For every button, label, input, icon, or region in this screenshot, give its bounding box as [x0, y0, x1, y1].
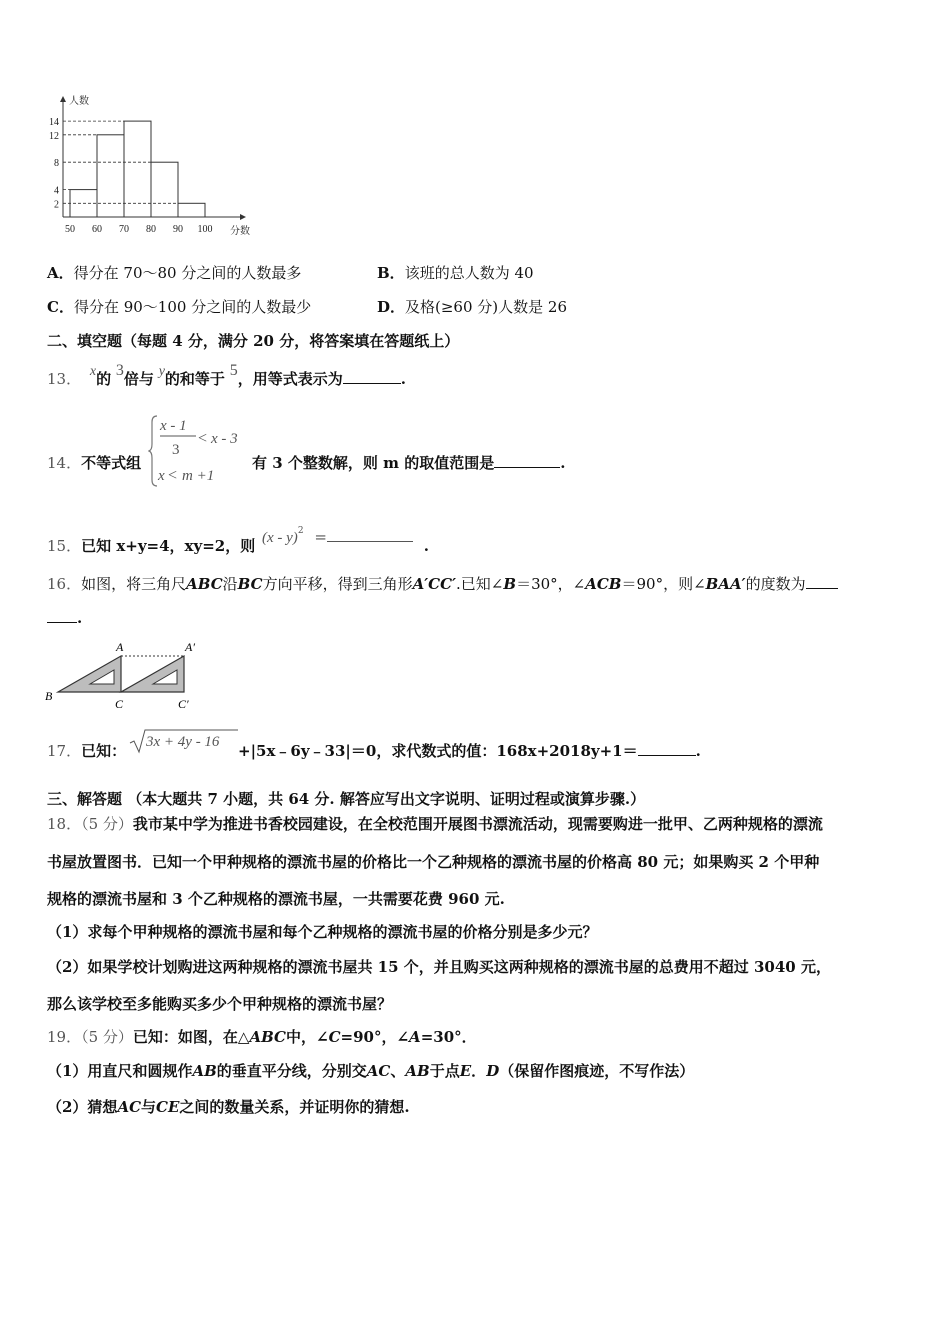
option-a-letter: A． — [47, 264, 74, 282]
x-tick-label: 100 — [197, 224, 213, 235]
q18-score: （5 分） — [81, 815, 133, 833]
q14-tail: 有 3 个整数解，则 m 的取值范围是 — [252, 454, 495, 472]
q14-rhs-1: x - 3 — [211, 431, 238, 447]
q19-c: C — [328, 1028, 341, 1046]
option-d-text: 及格(≥60 分)人数是 26 — [405, 298, 567, 316]
q15-answer-blank[interactable] — [327, 527, 413, 542]
q17-lead: 已知： — [81, 742, 127, 760]
q19-p1-text-d: 于点 — [429, 1062, 460, 1080]
q16-answer-blank-1[interactable] — [806, 574, 838, 589]
q19-p2-text-b: 与 — [141, 1098, 157, 1116]
q13-var-y: y — [158, 364, 165, 379]
q16-number: 16． — [47, 575, 82, 593]
option-d-letter: D． — [377, 298, 406, 316]
option-b — [377, 262, 534, 283]
y-axis-arrow — [60, 96, 66, 102]
question-18 — [47, 813, 823, 834]
q15-number: 15． — [47, 537, 82, 555]
q19-p1-ab: AB — [192, 1062, 217, 1080]
q13-num-3: 3 — [115, 362, 124, 379]
q16-answer-blank-2[interactable] — [47, 608, 77, 623]
q16-text-3: 方向平移，得到三角形 — [262, 575, 413, 593]
option-a-text: 得分在 70～80 分之间的人数最多 — [73, 264, 302, 282]
x-tick-label: 60 — [92, 224, 102, 235]
q19-p2-ac: AC — [117, 1098, 142, 1116]
q16-end: . — [77, 609, 83, 627]
q16-text-4: .已知∠ — [456, 575, 504, 593]
q15-expression: (x - y) — [262, 530, 298, 546]
q14-inequality-system — [148, 412, 258, 490]
histogram-bar — [97, 135, 124, 217]
option-b-text: 该班的总人数为 40 — [404, 264, 534, 282]
q14-end: . — [560, 454, 566, 472]
q16-acb: ACB — [585, 575, 622, 593]
q19-part-2 — [47, 1096, 410, 1117]
option-c — [47, 296, 311, 317]
q19-p1-text-c: 、 — [390, 1062, 406, 1080]
q18-part-2b: 那么该学校至多能购买多少个甲种规格的漂流书屋？ — [47, 995, 393, 1013]
q13-text-tail: ，用等式表示为 — [237, 370, 343, 388]
question-13 — [47, 362, 406, 389]
question-14 — [47, 452, 141, 473]
fig-label-c: C — [115, 697, 124, 711]
q14-number: 14． — [47, 454, 82, 472]
x-tick-label: 70 — [119, 224, 129, 235]
q19-p2-text-c: 之间的数量关系，并证明你的猜想. — [179, 1098, 410, 1116]
q13-num-5: 5 — [229, 362, 238, 379]
q13-number: 13． — [47, 370, 82, 388]
q19-p1-text-a: （1）用直尺和圆规作 — [47, 1062, 193, 1080]
q18-line-1: 我市某中学为推进书香校园建设，在全校范围开展图书漂流活动，现需要购进一批甲、乙两种规格的漂流 — [132, 815, 823, 833]
x-tick-label: 90 — [173, 224, 183, 235]
q16-bc: BC — [237, 575, 263, 593]
q19-p1-text-f: （保留作图痕迹，不写作法） — [499, 1062, 695, 1080]
y-tick-label: 12 — [49, 130, 59, 142]
q18-line-3: 规格的漂流书屋和 3 个乙种规格的漂流书屋，一共需要花费 960 元. — [47, 890, 505, 908]
q15-equals: = — [314, 528, 327, 546]
fig-label-c-prime: C′ — [178, 697, 189, 711]
q14-less-than-1: < — [198, 430, 208, 447]
q19-p1-ab2: AB — [405, 1062, 430, 1080]
q17-answer-blank[interactable] — [638, 741, 696, 756]
q13-answer-blank[interactable] — [343, 369, 401, 384]
option-d — [377, 296, 567, 317]
y-tick-label: 14 — [49, 117, 59, 129]
question-15 — [47, 526, 429, 556]
q16-text-2: 沿 — [222, 575, 238, 593]
q19-text-1a: 已知：如图，在△ — [132, 1028, 250, 1046]
q18-number: 18． — [47, 815, 82, 833]
q13-end: . — [400, 370, 406, 388]
q17-radical — [128, 727, 240, 755]
option-c-letter: C． — [47, 298, 74, 316]
question-16 — [47, 573, 838, 594]
y-axis-label: 人数 — [69, 96, 89, 107]
q17-radicand: 3x + 4y - 16 — [146, 734, 220, 750]
q16-text-1: 如图，将三角尺 — [81, 575, 187, 593]
q19-p2-ce: CE — [156, 1098, 180, 1116]
q19-p1-e: E — [459, 1062, 472, 1080]
question-19 — [47, 1026, 477, 1047]
q19-a: A — [409, 1028, 421, 1046]
q14-tail-line — [252, 452, 565, 473]
q19-text-1d: =30°． — [420, 1028, 477, 1046]
y-tick-label: 4 — [54, 185, 59, 197]
q17-end: . — [695, 742, 701, 760]
histogram-chart — [30, 92, 270, 242]
q13-var-x: x — [89, 364, 97, 379]
q16-continuation — [47, 608, 82, 627]
q19-p2-text-a: （2）猜想 — [47, 1098, 118, 1116]
x-axis-arrow — [240, 214, 246, 220]
q16-text-6: ＝90°，则∠ — [621, 575, 706, 593]
q18-part-2a: （2）如果学校计划购进这两种规格的漂流书屋共 15 个，并且购买这两种规格的漂流书屋的总费用不超过 3040 元， — [47, 958, 831, 976]
x-tick-label: 50 — [65, 224, 75, 235]
y-tick-label: 8 — [54, 158, 59, 170]
q14-lhs-2: x — [158, 468, 165, 484]
q16-baa: BAA′ — [705, 575, 746, 593]
option-c-text: 得分在 90～100 分之间的人数最少 — [73, 298, 312, 316]
q14-frac-denominator: 3 — [172, 442, 180, 458]
q19-p1-text-e: ． — [471, 1062, 487, 1080]
q16-acc: A′CC′ — [412, 575, 457, 593]
y-tick-label: 2 — [54, 199, 59, 211]
x-axis-label: 分数 — [230, 226, 250, 237]
fig-label-a-prime: A′ — [185, 640, 195, 654]
q13-text-beiyu: 倍与 — [123, 370, 154, 388]
q14-rhs-2: m +1 — [182, 468, 215, 484]
section3-title: 三、解答题 （本大题共 7 小题，共 64 分. 解答应写出文字说明、证明过程或演算步骤.） — [47, 790, 646, 808]
q18-part-1: （1）求每个甲种规格的漂流书屋和每个乙种规格的漂流书屋的价格分别是多少元？ — [47, 923, 598, 941]
histogram-bar — [151, 162, 178, 217]
q19-abc: ABC — [249, 1028, 286, 1046]
q13-text-sum: 的和等于 — [164, 370, 225, 388]
q14-less-than-2: < — [168, 467, 178, 484]
q17-tail: +|5x﹣6y﹣33|＝0，求代数式的值：168x+2018y+1＝ — [238, 742, 638, 760]
option-a — [47, 262, 301, 283]
histogram-bar — [124, 121, 151, 217]
q16-triangle-figure — [42, 640, 212, 716]
fig-label-b: B — [45, 689, 53, 703]
q19-score: （5 分） — [81, 1028, 133, 1046]
q19-p1-ac: AC — [366, 1062, 391, 1080]
option-b-letter: B． — [377, 264, 405, 282]
histogram-bar — [178, 203, 205, 217]
q19-text-1b: 中，∠ — [286, 1028, 329, 1046]
q16-text-5: ＝30°，∠ — [516, 575, 586, 593]
q18-line-2: 书屋放置图书．已知一个甲种规格的漂流书屋的价格比一个乙种规格的漂流书屋的价格高 80 元；如果购买 2 个甲种 — [47, 853, 820, 871]
q19-p1-text-b: 的垂直平分线，分别交 — [216, 1062, 367, 1080]
q17-tail-line — [238, 740, 701, 761]
q16-b: B — [503, 575, 517, 593]
q14-lead: 不等式组 — [81, 454, 142, 472]
q16-text-7: 的度数为 — [745, 575, 806, 593]
q13-text-de: 的 — [96, 370, 112, 388]
q15-lead: 已知 x+y=4，xy=2，则 — [81, 537, 256, 555]
q15-exponent: 2 — [297, 526, 304, 536]
q19-p1-d: D — [486, 1062, 500, 1080]
q14-frac-numerator: x - 1 — [160, 418, 187, 434]
q19-text-1c: =90°，∠ — [340, 1028, 410, 1046]
q19-part-1 — [47, 1060, 694, 1081]
question-17 — [47, 740, 126, 761]
q15-end: . — [423, 537, 429, 555]
section2-title: 二、填空题（每题 4 分，满分 20 分，将答案填在答题纸上） — [47, 332, 460, 350]
q14-answer-blank[interactable] — [494, 453, 560, 468]
fig-label-a: A — [116, 640, 124, 654]
q17-number: 17． — [47, 742, 82, 760]
x-tick-label: 80 — [146, 224, 156, 235]
q16-abc: ABC — [186, 575, 223, 593]
q19-number: 19． — [47, 1028, 82, 1046]
